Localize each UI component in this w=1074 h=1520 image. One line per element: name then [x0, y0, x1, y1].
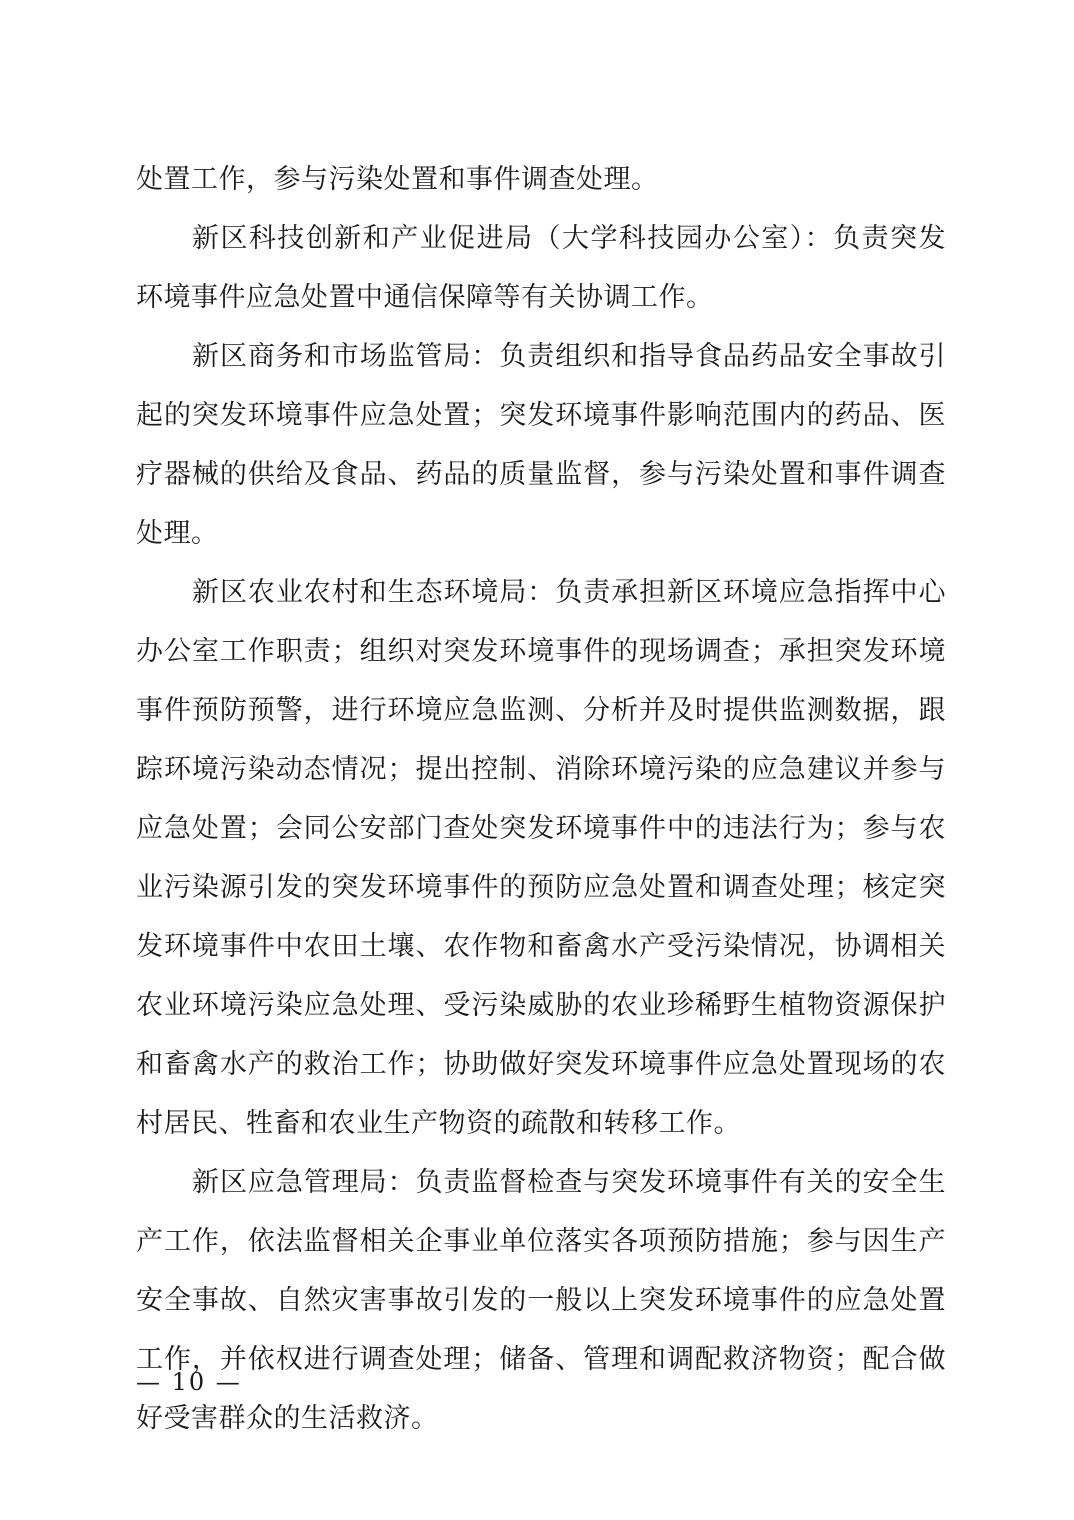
- page-footer: [136, 1368, 946, 1396]
- paragraph-science-tech-bureau: 新区科技创新和产业促进局（大学科技园办公室）：负责突发环境事件应急处置中通信保障等有关协调工作。: [136, 223, 946, 313]
- paragraph-continuation: 处置工作，参与污染处置和事件调查处理。: [136, 164, 659, 195]
- page-number: — 10 —: [136, 1368, 242, 1396]
- page-body: [136, 150, 946, 1448]
- paragraph-emergency-management-bureau: 新区应急管理局：负责监督检查与突发环境事件有关的安全生产工作，依法监督相关企事业单位落实各项预防措施；参与因生产安全事故、自然灾害事故引发的一般以上突发环境事件的应急处置工作，并依权进行调查处理；储备、管理和调配救济物资；配合做好受害群众的生活救济。: [136, 1167, 946, 1434]
- paragraph-agriculture-eco-bureau: 新区农业农村和生态环境局：负责承担新区环境应急指挥中心办公室工作职责；组织对突发环境事件的现场调查；承担突发环境事件预防预警，进行环境应急监测、分析并及时提供监测数据，跟踪环境污染动态情况；提出控制、消除环境污染的应急建议并参与应急处置；会同公安部门查处突发环境事件中的违法行为；参与农业污染源引发的突发环境事件的预防应急处置和调查处理；核定突发环境事件中农田土壤、农作物和畜禽水产受污染情况，协调相关农业环境污染应急处理、受污染威胁的农业珍稀野生植物资源保护和畜禽水产的救治工作；协助做好突发环境事件应急处置现场的农村居民、牲畜和农业生产物资的疏散和转移工作。: [136, 577, 946, 1139]
- paragraph-commerce-market-bureau: 新区商务和市场监管局：负责组织和指导食品药品安全事故引起的突发环境事件应急处置；突发环境事件影响范围内的药品、医疗器械的供给及食品、药品的质量监督，参与污染处置和事件调查处理。: [136, 341, 946, 549]
